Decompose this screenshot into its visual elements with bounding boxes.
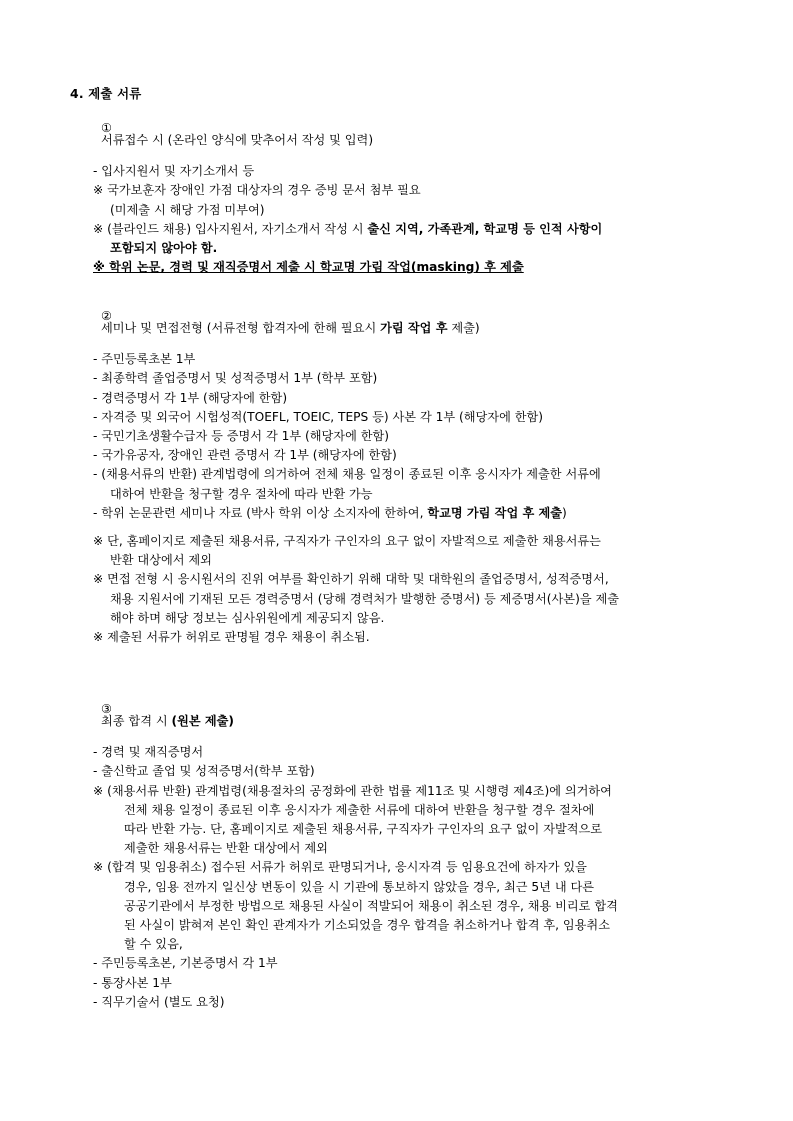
item-3-line-3: - 주민등록초본, 기본증명서 각 1부 <box>93 956 278 971</box>
item-1-note-2-cont: 포함되지 않아야 함. <box>110 241 218 256</box>
list-item-3 <box>62 690 731 1008</box>
item-2-line-6: - 국가유공자, 장애인 관련 증명서 각 1부 (해당자에 한함) <box>93 448 397 463</box>
item-3-line-2: - 출신학교 졸업 및 성적증명서(학부 포함) <box>93 764 315 779</box>
item-2-marker: ② <box>101 308 112 323</box>
item-2-note-2-cont-2: 해야 하며 해당 정보는 심사위원에게 제공되지 않음. <box>110 610 385 625</box>
item-2-line-7: - (채용서류의 반환) 관계법령에 의거하여 전체 채용 일정이 종료된 이후 응시자가 제출한 서류에 <box>93 467 601 482</box>
item-3-note-2-cont-3: 된 사실이 밝혀져 본인 확인 관계자가 기소되었을 경우 합격을 취소하거나 합격 후, 임용취소 <box>124 917 610 932</box>
item-2-heading <box>70 297 731 346</box>
item-3-marker: ③ <box>101 701 112 716</box>
item-2-heading-tail: 제출) <box>447 320 480 335</box>
list-item-1 <box>62 109 731 273</box>
item-3-heading-text: 최종 합격 시 <box>101 713 172 728</box>
item-2-line-8-bold: 학교명 가림 작업 후 제출 <box>427 505 563 520</box>
item-3-note-2-cont-1: 경우, 임용 전까지 일신상 변동이 있을 시 기관에 통보하지 않았을 경우, 최근 5년 내 다른 <box>124 879 595 894</box>
item-1-note-1-cont: (미제출 시 해당 가점 미부여) <box>110 202 265 217</box>
item-3-note-2-cont-2: 공공기관에서 부정한 방법으로 채용된 사실이 적발되어 채용이 취소된 경우, 채용 비리로 합격 <box>124 898 618 913</box>
list-item-2 <box>62 297 731 643</box>
section-title <box>70 88 731 100</box>
item-3-line-4: - 통장사본 1부 <box>93 975 172 990</box>
item-2-note-3: ※ 제출된 서류가 허위로 판명될 경우 채용이 취소됨. <box>93 630 370 645</box>
item-2-line-2: - 최종학력 졸업증명서 및 성적증명서 1부 (학부 포함) <box>93 371 378 386</box>
item-2-note-2-cont-1: 채용 지원서에 기재된 모든 경력증명서 (당해 경력처가 발행한 증명서) 등 제증명서(사본)을 제출 <box>110 591 620 606</box>
item-2-line-8 <box>93 507 731 519</box>
item-2-line-1: - 주민등록초본 1부 <box>93 352 196 367</box>
item-2-heading-bold: 가림 작업 후 <box>380 320 448 335</box>
document-body <box>62 88 731 1008</box>
item-1-heading-text: 서류접수 시 (온라인 양식에 맞추어서 작성 및 입력) <box>101 132 374 147</box>
item-2-note-1: ※ 단, 홈페이지로 제출된 채용서류, 구직자가 구인자의 요구 없이 자발적으로 제출한 채용서류는 <box>93 534 601 549</box>
item-1-note-1: ※ 국가보훈자 장애인 가점 대상자의 경우 증빙 문서 첨부 필요 <box>93 183 421 198</box>
section-number: 4. <box>70 86 84 101</box>
item-3-note-1-cont-2: 따라 반환 가능. 단, 홈페이지로 제출된 채용서류, 구직자가 구인자의 요구 없이 자발적으로 <box>124 821 603 836</box>
item-2-note-2: ※ 면접 전형 시 응시원서의 진위 여부를 확인하기 위해 대학 및 대학원의 졸업증명서, 성적증명서, <box>93 572 609 587</box>
item-3-note-1-cont-1: 전체 채용 일정이 종료된 이후 응시자가 제출한 서류에 대하여 반환을 청구할 경우 절차에 <box>124 802 595 817</box>
item-2-line-3: - 경력증명서 각 1부 (해당자에 한함) <box>93 390 288 405</box>
item-3-note-1: ※ (채용서류 반환) 관계법령(채용절차의 공정화에 관한 법률 제11조 및 시행령 제4조)에 의거하여 <box>93 783 612 798</box>
item-2-line-4: - 자격증 및 외국어 시험성적(TOEFL, TOEIC, TEPS 등) 사본 각 1부 (해당자에 한함) <box>93 409 544 424</box>
item-3-heading-bold: (원본 제출) <box>171 713 234 728</box>
section-heading: 제출 서류 <box>88 86 142 101</box>
item-3-note-2: ※ (합격 및 임용취소) 접수된 서류가 허위로 판명되거나, 응시자격 등 임용요건에 하자가 있을 <box>93 860 587 875</box>
item-3-note-1-cont-3: 제출한 채용서류는 반환 대상에서 제외 <box>124 841 328 856</box>
item-2-note-1-cont: 반환 대상에서 제외 <box>110 553 212 568</box>
item-2-line-8-text: - 학위 논문관련 세미나 자료 (박사 학위 이상 소지자에 한하여, <box>93 505 428 520</box>
item-2-line-7-cont: 대하여 반환을 청구할 경우 절차에 따라 반환 가능 <box>110 486 373 501</box>
item-1-heading <box>70 109 731 158</box>
item-1-note-3: ※ 학위 논문, 경력 및 재직증명서 제출 시 학교명 가림 작업(masking) 후 제출 <box>93 260 524 275</box>
item-2-heading-text: 세미나 및 면접전형 (서류전형 합격자에 한해 필요시 <box>101 320 381 335</box>
item-1-note-2-text: ※ (블라인드 채용) 입사지원서, 자기소개서 작성 시 <box>93 221 368 236</box>
item-3-line-5: - 직무기술서 (별도 요청) <box>93 994 225 1009</box>
item-3-heading <box>70 690 731 739</box>
item-3-line-1: - 경력 및 재직증명서 <box>93 745 204 760</box>
item-2-line-8-tail: ) <box>562 505 567 520</box>
item-1-line-1: - 입사지원서 및 자기소개서 등 <box>93 164 255 179</box>
item-1-marker: ① <box>101 120 112 135</box>
item-1-note-2 <box>93 223 731 235</box>
item-2-line-5: - 국민기초생활수급자 등 증명서 각 1부 (해당자에 한함) <box>93 429 390 444</box>
item-3-note-2-cont-4: 할 수 있음, <box>124 937 183 952</box>
item-1-note-2-bold: 출신 지역, 가족관계, 학교명 등 인적 사항이 <box>367 221 603 236</box>
